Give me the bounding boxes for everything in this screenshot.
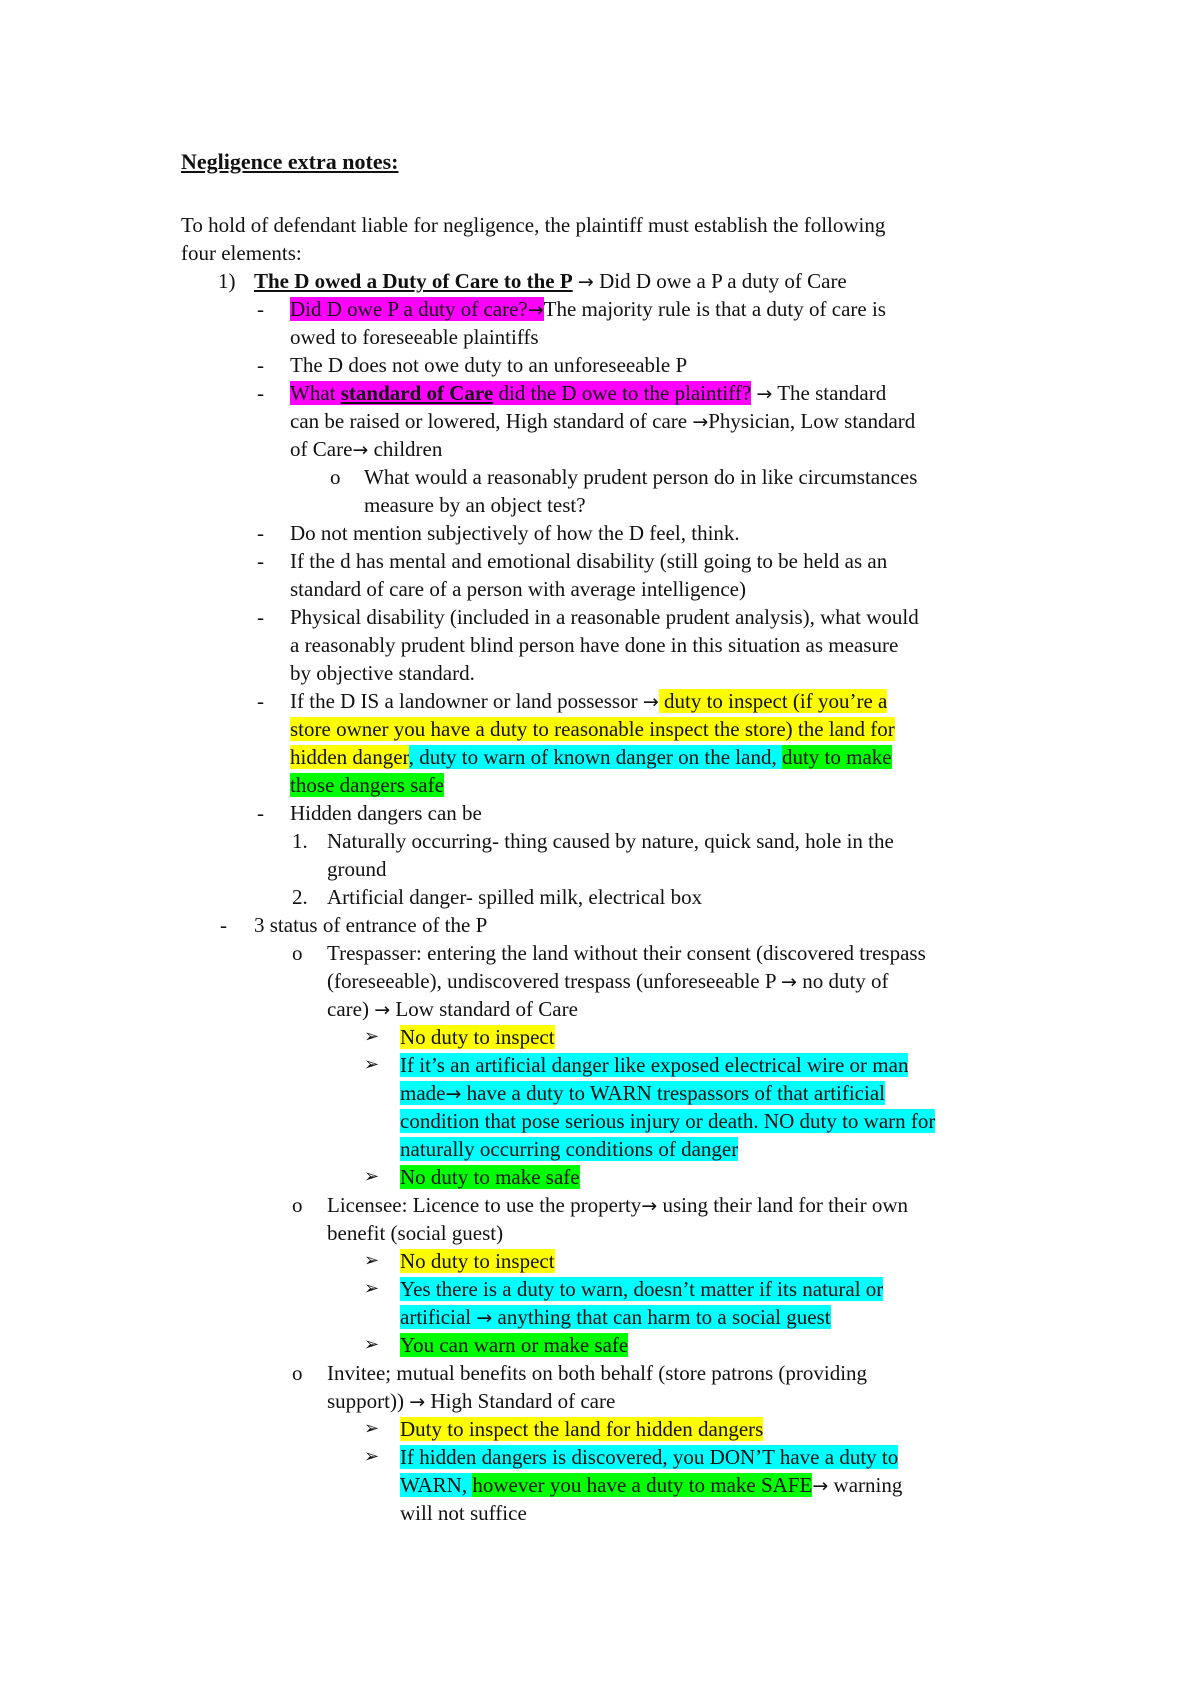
item-3-line-2: [290, 407, 915, 436]
highlight-yellow: hidden danger: [290, 745, 409, 769]
chevron-bullet-icon: ➢: [364, 1278, 380, 1299]
arrow-right-icon: →: [409, 1391, 426, 1413]
numbered-item-2: Artificial danger- spilled milk, electrical box: [327, 885, 703, 909]
circle-bullet: o: [330, 465, 341, 489]
sub-item-line-2: measure by an object test?: [364, 493, 586, 517]
highlight-green: duty to make: [781, 745, 892, 769]
intro-line-1: To hold of defendant liable for negligence, the plaintiff must establish the following: [181, 213, 886, 237]
invitee-bullet-2-line-2c: warning: [828, 1473, 903, 1497]
trespasser-bullet-2-line-2: [400, 1079, 885, 1108]
invitee-line-2b: High Standard of care: [425, 1389, 616, 1413]
highlight-magenta: [290, 297, 544, 321]
licensee-line-1: [327, 1191, 908, 1220]
item-7-line-3: [290, 743, 892, 771]
item-8: Hidden dangers can be: [290, 801, 482, 825]
arrow-right-icon: →: [352, 439, 369, 461]
licensee-bullet-2-line-2: [400, 1303, 831, 1332]
invitee-line-2a: support)): [327, 1389, 410, 1413]
item-7-line-2: [290, 715, 895, 743]
arrow-right-icon: →: [527, 299, 544, 321]
item-2: The D does not owe duty to an unforeseeable P: [290, 353, 688, 377]
arrow-right-icon: →: [476, 1307, 493, 1329]
page-title: Negligence extra notes:: [181, 149, 399, 174]
highlight-green: however you have a duty to make SAFE: [472, 1473, 813, 1497]
licensee-line-1a: Licensee: Licence to use the property: [327, 1193, 642, 1217]
item-7-line-1: [290, 687, 887, 716]
dash-bullet: -: [257, 801, 264, 825]
trespasser-line-3b: Low standard of Care: [390, 997, 578, 1021]
highlight-cyan: [400, 1081, 885, 1105]
licensee-bullet-3: [400, 1331, 628, 1359]
circle-bullet: o: [292, 1193, 303, 1217]
status-heading: 3 status of entrance of the P: [254, 913, 488, 937]
item-1-line-1: [290, 295, 886, 324]
licensee-bullet-1: [400, 1247, 555, 1275]
item-4: Do not mention subjectively of how the D feel, think.: [290, 521, 740, 545]
chevron-bullet-icon: ➢: [364, 1250, 380, 1271]
highlight-cyan: , duty to warn of known danger on the land,: [408, 745, 782, 769]
trespasser-bullet-2-line-2b: have a duty to WARN trespassors of that artificial: [461, 1081, 885, 1105]
highlight-cyan: condition that pose serious injury or death. NO duty to warn for: [400, 1109, 936, 1133]
item-5-line-2: standard of care of a person with average intelligence): [290, 577, 746, 601]
item-5-line-1: If the d has mental and emotional disability (still going to be held as an: [290, 549, 888, 573]
dash-bullet: -: [220, 913, 227, 937]
highlight-yellow: No duty to inspect: [400, 1025, 555, 1049]
highlight-green: No duty to make safe: [400, 1165, 580, 1189]
arrow-right-icon: →: [781, 971, 797, 993]
invitee-line-1: Invitee; mutual benefits on both behalf (store patrons (providing: [327, 1361, 868, 1385]
item-1-highlight-text: Did D owe P a duty of care?: [290, 297, 528, 321]
item-3-line-3a: of Care: [290, 437, 353, 461]
trespasser-bullet-2-line-2a: made: [400, 1081, 446, 1105]
element-1-heading-line: [254, 267, 847, 296]
invitee-bullet-1: [400, 1415, 763, 1443]
arrow-right-icon: →: [692, 411, 709, 433]
highlight-magenta: [290, 381, 751, 405]
item-1-line-2: owed to foreseeable plaintiffs: [290, 325, 539, 349]
licensee-bullet-2-line-1: [400, 1275, 883, 1303]
dash-bullet: -: [257, 605, 264, 629]
chevron-bullet-icon: ➢: [364, 1334, 380, 1355]
circle-bullet: o: [292, 1361, 303, 1385]
item-6-line-1: Physical disability (included in a reasonable prudent analysis), what would: [290, 605, 919, 629]
arrow-right-icon: →: [642, 691, 659, 713]
trespasser-bullet-1: [400, 1023, 555, 1051]
highlight-yellow: Duty to inspect the land for hidden dangers: [400, 1417, 764, 1441]
item-3-line-3: [290, 435, 442, 464]
licensee-bullet-2-line-2a: artificial: [400, 1305, 477, 1329]
trespasser-line-3: [327, 995, 578, 1024]
highlight-yellow: No duty to inspect: [400, 1249, 555, 1273]
trespasser-line-2: [327, 967, 889, 996]
item-3-line-1: [290, 379, 886, 408]
highlight-cyan: WARN,: [400, 1473, 473, 1497]
item-3-line-2a: can be raised or lowered, High standard of care: [290, 409, 693, 433]
item-3-tail: The standard: [772, 381, 887, 405]
trespasser-bullet-2-line-1: [400, 1051, 908, 1079]
highlight-yellow: duty to inspect (if you’re a: [658, 689, 888, 713]
element-1-heading-tail: Did D owe a P a duty of Care: [593, 269, 847, 293]
item-6-line-3: by objective standard.: [290, 661, 475, 685]
arrow-right-icon: →: [641, 1195, 658, 1217]
trespasser-line-2b: no duty of: [796, 969, 889, 993]
item-3-line-2b: Physician, Low standard: [708, 409, 916, 433]
trespasser-bullet-2-line-4: [400, 1135, 738, 1163]
invitee-line-2: [327, 1387, 615, 1416]
chevron-bullet-icon: ➢: [364, 1418, 380, 1439]
trespasser-line-1: Trespasser: entering the land without their consent (discovered trespass: [327, 941, 926, 965]
trespasser-bullet-3: [400, 1163, 580, 1191]
item-1-tail: The majority rule is that a duty of care is: [543, 297, 886, 321]
item-7-line-4: [290, 771, 444, 799]
item-3-line-3b: children: [368, 437, 443, 461]
highlight-cyan: Yes there is a duty to warn, doesn’t matter if its natural or: [400, 1277, 884, 1301]
dash-bullet: -: [257, 381, 264, 405]
highlight-green: those dangers safe: [290, 773, 444, 797]
dash-bullet: -: [257, 353, 264, 377]
invitee-bullet-2-line-3: will not suffice: [400, 1501, 527, 1525]
highlight-cyan: naturally occurring conditions of danger: [400, 1137, 739, 1161]
arrow-right-icon: →: [812, 1475, 829, 1497]
item-3-post: did the D owe to the plaintiff?: [493, 381, 752, 405]
numbered-item-1-line-2: ground: [327, 857, 387, 881]
list-number-1: 1): [218, 269, 236, 293]
invitee-bullet-2-line-2: [400, 1471, 902, 1500]
trespasser-line-3a: care): [327, 997, 375, 1021]
trespasser-bullet-2-line-3: [400, 1107, 935, 1135]
intro-line-2: four elements:: [181, 241, 302, 265]
licensee-line-1b: using their land for their own: [657, 1193, 908, 1217]
element-1-heading: The D owed a Duty of Care to the P: [254, 269, 573, 293]
trespasser-line-2a: (foreseeable), undiscovered trespass (unforeseeable P: [327, 969, 782, 993]
arrow-right-icon: →: [756, 383, 773, 405]
licensee-line-2: benefit (social guest): [327, 1221, 504, 1245]
licensee-bullet-2-line-2b: anything that can harm to a social guest: [492, 1305, 831, 1329]
numbered-item-1-line-1: Naturally occurring- thing caused by nature, quick sand, hole in the: [327, 829, 894, 853]
invitee-bullet-2-line-1: [400, 1443, 898, 1471]
chevron-bullet-icon: ➢: [364, 1026, 380, 1047]
highlight-green: You can warn or make safe: [400, 1333, 629, 1357]
item-7-a: If the D IS a landowner or land possessor: [290, 689, 643, 713]
item-6-line-2: a reasonably prudent blind person have done in this situation as measure: [290, 633, 899, 657]
item-3-bold: standard of Care: [340, 381, 494, 405]
dash-bullet: -: [257, 297, 264, 321]
arrow-right-icon: →: [577, 271, 594, 293]
highlight-yellow: store owner you have a duty to reasonable inspect the store) the land for: [290, 717, 895, 741]
highlight-cyan: If it’s an artificial danger like exposed electrical wire or man: [400, 1053, 909, 1077]
number-marker-2: 2.: [292, 885, 308, 909]
number-marker-1: 1.: [292, 829, 308, 853]
chevron-bullet-icon: ➢: [364, 1166, 380, 1187]
highlight-cyan: If hidden dangers is discovered, you DON’T have a duty to: [400, 1445, 899, 1469]
circle-bullet: o: [292, 941, 303, 965]
dash-bullet: -: [257, 521, 264, 545]
dash-bullet: -: [257, 549, 264, 573]
arrow-right-icon: →: [445, 1083, 462, 1105]
arrow-right-icon: →: [374, 999, 391, 1021]
chevron-bullet-icon: ➢: [364, 1054, 380, 1075]
dash-bullet: -: [257, 689, 264, 713]
item-3-pre: What: [290, 381, 341, 405]
sub-item-line-1: What would a reasonably prudent person do in like circumstances: [364, 465, 918, 489]
chevron-bullet-icon: ➢: [364, 1446, 380, 1467]
highlight-cyan: [400, 1305, 831, 1329]
